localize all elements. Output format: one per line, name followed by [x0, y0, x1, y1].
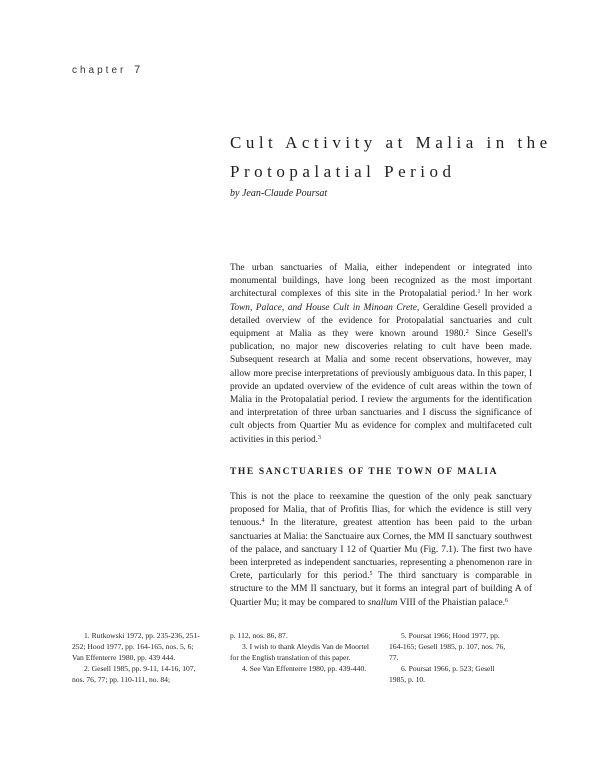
footnotes-column-2 [230, 630, 370, 674]
footnote-4: 4. See Van Effenterre 1980, pp. 439-440. [242, 664, 367, 673]
footnote-1: 1. Rutkowski 1972, pp. 235-236, 251-252; Hood 1977, pp. 164-165, nos. 5, 6; Van Effenterre 1980, pp. 439 444. [72, 631, 200, 662]
text-run: The third sanctuary is comparable in structure to the MM II sanctuary, but it forms an integral part of building A of Quartier Mu; it may be compared to [230, 571, 532, 608]
chapter-title-line-1: Cult Activity at Malia in the [230, 133, 552, 152]
footnote-6: 6. Poursat 1966, p. 523; Gesell 1985, p. 10. [389, 664, 495, 684]
author-byline: by Jean-Claude Poursat [230, 188, 328, 199]
text-run: In her work [480, 289, 532, 300]
italic-title: Town, Palace, and House Cult in Minoan Crete [230, 302, 417, 313]
footnote-ref: 1 [477, 289, 481, 296]
chapter-title [230, 128, 560, 186]
chapter-label [72, 64, 140, 76]
chapter-word: chapter [72, 65, 127, 76]
footnote-ref: 2 [465, 329, 469, 336]
chapter-title-line-2: Protopalatial Period [230, 162, 456, 181]
footnote-ref: 3 [318, 434, 322, 441]
footnotes-column-3 [389, 630, 509, 685]
footnote-2: 2. Gesell 1985, pp. 9-11, 14-16, 107, nos. 76, 77; pp. 110-111, no. 84; [72, 664, 196, 684]
footnote-5: 5. Poursat 1966; Hood 1977, pp. 164-165; Gesell 1985, p. 107, nos. 76, 77. [389, 631, 506, 662]
text-run: This is not the place to reexamine the question of the only peak sanctuary proposed for Malia, that of Profitis Ilias, for which the evidence is still very tenuous. [230, 492, 532, 529]
footnote-ref: 6 [505, 597, 509, 604]
footnotes-column-1 [72, 630, 207, 685]
text-run: VIII of the Phaistian palace. [397, 597, 506, 608]
italic-title: snallum [367, 597, 398, 608]
chapter-number: 7 [134, 64, 141, 76]
footnote-ref: 4 [261, 518, 265, 525]
section-paragraph-block [230, 491, 532, 610]
intro-paragraph-block [230, 262, 532, 447]
section-heading: THE SANCTUARIES OF THE TOWN OF MALIA [230, 467, 499, 477]
footnote-2-continued: p. 112, nos. 86, 87. [230, 631, 288, 640]
text-run: In the literature, greatest attention has been paid to the urban sanctuaries at Malia: the Sanctuaire aux Cornes, the MM II sanctuary southwest of the palace, and sanctuary I 12 of Quartier Mu (Fig. 7.1). The first two have been interpreted as independent sanctuaries, representing a phenomenon rare in Crete, particularly for this period. [230, 518, 532, 582]
text-run: The urban sanctuaries of Malia, either independent or integrated into monumental buildings, have long been recognized as the most important architectural complexes of this site in the Protopalatial period. [230, 263, 532, 300]
footnote-ref: 5 [369, 571, 373, 578]
footnote-3: 3. I wish to thank Aleydis Van de Moortel for the English translation of this paper. [230, 642, 370, 662]
text-run: , Geraldine Gesell provided a detailed overview of the evidence for Protopalatial sanctuaries and cult equipment at Malia as they were known around 1980. [230, 302, 532, 340]
text-run: Since Gesell's publication, no major new discoveries relating to cult have been made. Subsequent research at Malia and some recent observations, however, may allow more precise interpretations of previously ambiguous data. In this paper, I provide an updated overview of the evidence of cult areas within the town of Malia in the Protopalatial period. I review the arguments for the identification and interpretation of three urban sanctuaries and I discuss the significance of cult objects from Quartier Mu as evidence for complex and multifaceted cult activities in this period. [230, 329, 532, 445]
intro-paragraph [230, 262, 532, 447]
section-paragraph [230, 491, 532, 610]
